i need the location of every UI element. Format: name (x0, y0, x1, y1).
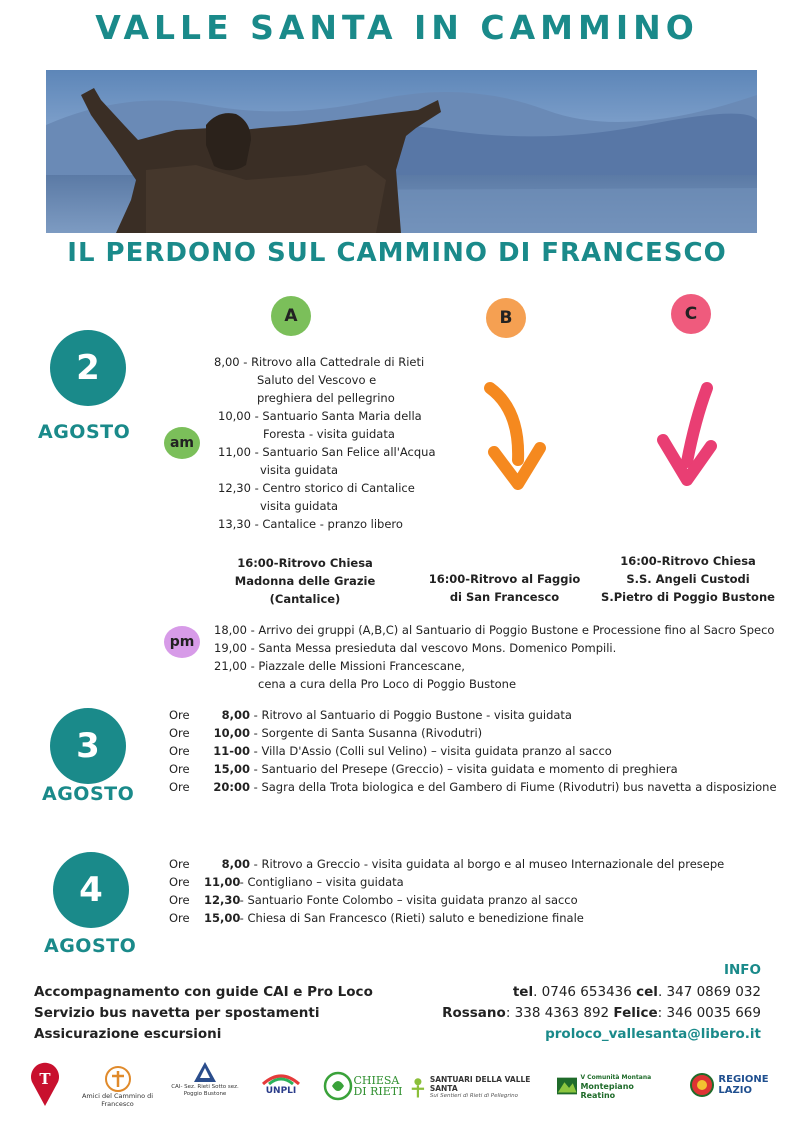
santuari-text: SANTUARI DELLA VALLE SANTA (429, 1075, 531, 1093)
contacts-line (361, 1003, 761, 1024)
svg-text:T: T (39, 1070, 51, 1088)
activity: - Santuario del Presepe (Greccio) – visita guidata e momento di preghiera (250, 762, 678, 776)
rossano-number: : 338 4363 892 (505, 1005, 614, 1021)
montepiano-text: Montepiano Reatino (580, 1081, 634, 1100)
info-label: INFO (723, 962, 761, 978)
time: 15,00 (213, 762, 250, 776)
schedule-line: 18,00 - Arrivo dei gruppi (A,B,C) al Santuario di Poggio Bustone e Processione fino al Sacro Speco (214, 623, 775, 637)
route-b-meeting-point (422, 570, 587, 606)
comunita-montana-icon (557, 1077, 577, 1095)
santuari-icon (410, 1075, 426, 1099)
route-c-arrow-icon (655, 380, 725, 490)
schedule-row (169, 891, 791, 909)
time: 11-00 (213, 744, 250, 758)
route-c-badge: C (671, 294, 711, 334)
unpli-logo (255, 1068, 307, 1100)
schedule-line: 13,30 - Cantalice - pranzo libero (218, 517, 403, 531)
ore-label: Ore (169, 857, 190, 871)
meeting-line: (Cantalice) (269, 592, 341, 606)
service-item: Servizio bus navetta per spostamenti (34, 1005, 320, 1021)
time: 8,00 (221, 857, 250, 871)
schedule-row (169, 760, 791, 778)
schedule-line: cena a cura della Pro Loco di Poggio Bustone (258, 677, 517, 691)
cai-icon (192, 1060, 218, 1084)
schedule-line: 8,00 - Ritrovo alla Cattedrale di Rieti (214, 355, 425, 369)
services-list (34, 982, 373, 1045)
santuari-logo (410, 1072, 545, 1102)
comunita-montana-logo (557, 1074, 665, 1098)
service-item: Assicurazione escursioni (34, 1026, 222, 1042)
tel-number: . 0746 653436 (533, 984, 637, 1000)
schedule-line: 10,00 - Santuario Santa Maria della (218, 409, 422, 423)
schedule-row (169, 778, 791, 796)
ore-label: Ore (169, 875, 190, 889)
page-subtitle: IL PERDONO SUL CAMMINO DI FRANCESCO (67, 238, 727, 268)
ore-label: Ore (169, 708, 190, 722)
day-3-badge: 3 (50, 708, 126, 784)
amici-cammino-logo (70, 1066, 165, 1108)
tel-label: tel (512, 984, 534, 1000)
page-title: VALLE SANTA IN CAMMINO (95, 8, 699, 47)
santuari-subtext: Sui Sentieri di Rieti di Pellegrino (429, 1093, 519, 1099)
unpli-icon (261, 1072, 301, 1086)
schedule-row (169, 909, 791, 927)
time: 12,30 (204, 893, 241, 907)
activity: - Sorgente di Santa Susanna (Rivodutri) (250, 726, 483, 740)
tau-logo (28, 1060, 68, 1108)
ore-label: Ore (169, 744, 190, 758)
day-2-month: AGOSTO (38, 421, 131, 443)
schedule-row (169, 724, 791, 742)
regione-text: REGIONE (718, 1074, 769, 1085)
schedule-row (169, 855, 791, 873)
pm-badge: pm (164, 626, 200, 658)
ore-label: Ore (169, 762, 190, 776)
time: 15,00 (204, 911, 241, 925)
day-3-schedule (169, 706, 791, 796)
day-2-badge: 2 (50, 330, 126, 406)
meeting-line: 16:00-Ritrovo al Faggio (428, 572, 581, 586)
activity: - Santuario Fonte Colombo – visita guidata pranzo al sacco (236, 893, 578, 907)
cai-text: CAI- Sez. Rieti Sotto sez. Poggio Bustone (171, 1084, 239, 1097)
hero-image (46, 70, 757, 233)
meeting-line: di San Francesco (449, 590, 560, 604)
schedule-line: 11,00 - Santuario San Felice all'Acqua (218, 445, 436, 459)
schedule-line: 21,00 - Piazzale delle Missioni Francescane, (214, 659, 465, 673)
meeting-line: 16:00-Ritrovo Chiesa (237, 556, 373, 570)
route-b-arrow-icon (480, 380, 550, 490)
activity: - Contigliano – visita guidata (236, 875, 404, 889)
comunita-text: V Comunità Montana (580, 1073, 652, 1081)
contact-info (361, 982, 761, 1045)
email-link[interactable]: proloco_vallesanta@libero.it (545, 1026, 761, 1042)
schedule-row (169, 706, 791, 724)
cel-label: cel (636, 984, 658, 1000)
schedule-line: 19,00 - Santa Messa presieduta dal vescovo Mons. Domenico Pompili. (214, 641, 617, 655)
rossano-label: Rossano (442, 1005, 506, 1021)
cel-number: . 347 0869 032 (657, 984, 761, 1000)
day-4-month: AGOSTO (44, 935, 137, 957)
route-a-meeting-point (230, 554, 380, 608)
schedule-row (169, 873, 791, 891)
ore-label: Ore (169, 911, 190, 925)
day-4-badge: 4 (53, 852, 129, 928)
schedule-row (169, 742, 791, 760)
activity: - Ritrovo al Santuario di Poggio Bustone - visita guidata (250, 708, 572, 722)
ore-label: Ore (169, 893, 190, 907)
ore-label: Ore (169, 780, 190, 794)
route-a-morning-schedule (214, 353, 464, 533)
activity: - Sagra della Trota biologica e del Gambero di Fiume (Rivodutri) bus navetta a disposizione (250, 780, 777, 794)
meeting-line: Madonna delle Grazie (234, 574, 376, 588)
lazio-text: LAZIO (718, 1085, 752, 1096)
schedule-line: Saluto del Vescovo e (257, 373, 377, 387)
meeting-line: S.S. Angeli Custodi (626, 572, 750, 586)
meeting-line: 16:00-Ritrovo Chiesa (620, 554, 756, 568)
felice-number: : 346 0035 669 (657, 1005, 761, 1021)
ore-label: Ore (169, 726, 190, 740)
am-badge: am (164, 427, 200, 459)
time: 11,00 (204, 875, 241, 889)
schedule-line: visita guidata (260, 499, 339, 513)
schedule-line: visita guidata (260, 463, 339, 477)
unpli-text: UNPLI (265, 1086, 297, 1096)
cai-logo (165, 1060, 245, 1098)
time: 8,00 (221, 708, 250, 722)
time: 10,00 (213, 726, 250, 740)
activity: - Chiesa di San Francesco (Rieti) saluto e benedizione finale (236, 911, 584, 925)
schedule-line: preghiera del pellegrino (257, 391, 395, 405)
meeting-line: S.Pietro di Poggio Bustone (601, 590, 775, 604)
chiesa-rieti-logo (322, 1070, 404, 1102)
service-item: Accompagnamento con guide CAI e Pro Loco (34, 984, 373, 1000)
regione-lazio-icon (690, 1073, 714, 1097)
route-c-meeting-point (598, 552, 778, 606)
route-b-badge: B (486, 298, 526, 338)
chiesa-rieti-icon (323, 1071, 353, 1101)
phone-line (361, 982, 761, 1003)
route-a-badge: A (271, 296, 311, 336)
schedule-line: Foresta - visita guidata (263, 427, 395, 441)
felice-label: Felice (613, 1005, 658, 1021)
day-3-month: AGOSTO (42, 783, 135, 805)
amici-cammino-text: Amici del Cammino di Francesco (81, 1092, 154, 1108)
chiesa-text: CHIESA (353, 1074, 400, 1087)
rieti-text: DI RIETI (353, 1085, 403, 1098)
regione-lazio-logo (682, 1070, 777, 1100)
activity: - Ritrovo a Greccio - visita guidata al borgo e al museo Internazionale del presepe (250, 857, 725, 871)
amici-cammino-icon (105, 1066, 131, 1092)
activity: - Villa D'Assio (Colli sul Velino) – visita guidata pranzo al sacco (250, 744, 612, 758)
afternoon-schedule (214, 621, 792, 693)
schedule-line: 12,30 - Centro storico di Cantalice (218, 481, 415, 495)
day-4-schedule (169, 855, 791, 927)
time: 20:00 (213, 780, 250, 794)
